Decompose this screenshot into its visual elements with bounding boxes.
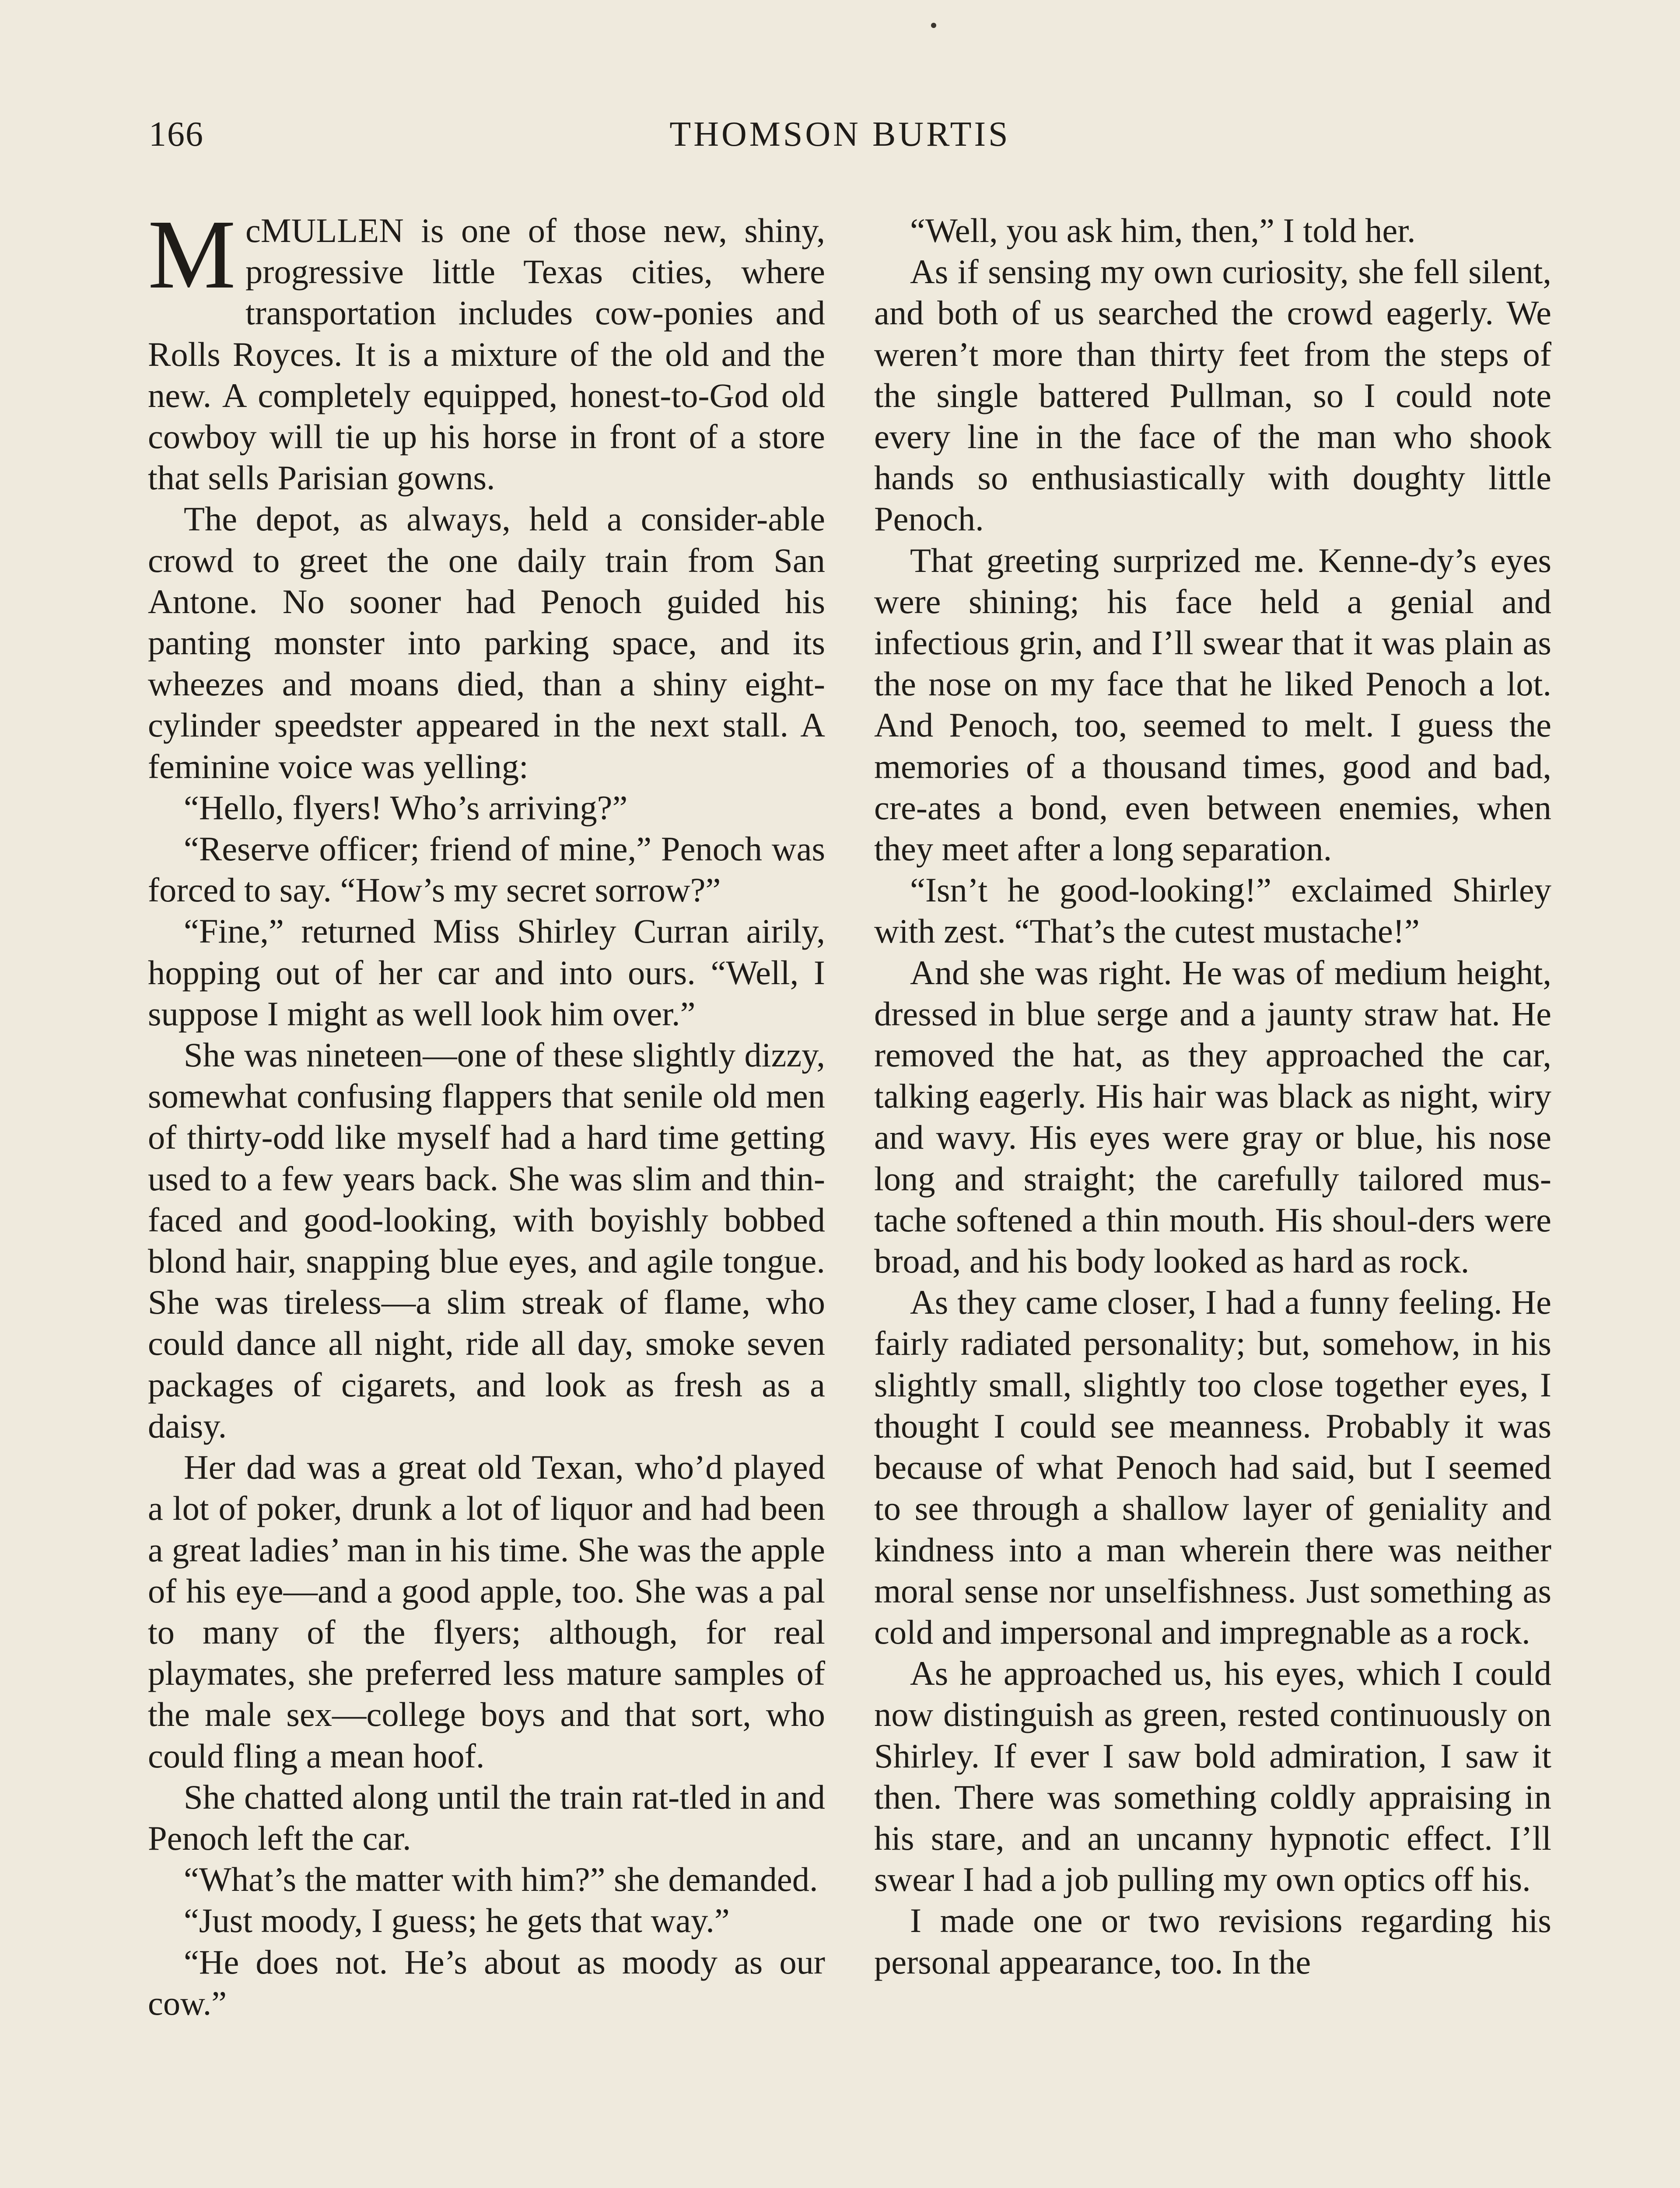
running-head: THOMSON BURTIS	[669, 115, 1011, 154]
drop-cap: M	[148, 200, 236, 309]
paragraph: As he approached us, his eyes, which I could now distinguish as green, rested continuously on Shirley. If ever I saw bold admiration, I saw it then. There was something coldly appraising in his stare, and an uncanny hypnotic effect. I’ll swear I had a job pulling my own optics off his.	[874, 1654, 1551, 1899]
opening-paragraph	[148, 200, 825, 498]
page-number: 166	[149, 115, 204, 154]
paragraph: I made one or two revisions regarding his personal appearance, too. In the	[874, 1901, 1551, 1981]
paragraph: As if sensing my own curiosity, she fell silent, and both of us searched the crowd eagerly. We weren’t more than thirty feet from the steps of the single battered Pullman, so I could note every line in the face of the man who shook hands so enthusiastically with doughty little Penoch.	[874, 252, 1551, 538]
paragraph: “Reserve officer; friend of mine,” Penoch was forced to say. “How’s my secret sorrow?”	[148, 830, 825, 909]
paragraph: “Fine,” returned Miss Shirley Curran airily, hopping out of her car and into ours. “Well, I suppose I might as well look him over.”	[148, 912, 825, 1033]
paragraph: “Just moody, I guess; he gets that way.”	[184, 1901, 730, 1940]
page-speck	[931, 23, 936, 28]
paragraph: That greeting surprized me. Kenne-dy’s eyes were shining; his face held a genial and infectious grin, and I’ll swear that it was plain as the nose on my face that he liked Penoch a lot. And Penoch, too, seemed to melt. I guess the memories of a thousand times, good and bad, cre-ates a bond, even between enemies, when they meet after a long separation.	[874, 541, 1551, 868]
paragraph: “What’s the matter with him?” she demanded.	[184, 1860, 818, 1899]
paragraph: “Hello, flyers! Who’s arriving?”	[184, 788, 628, 827]
left-column	[148, 200, 825, 2024]
paragraph: She chatted along until the train rat-tled in and Penoch left the car.	[148, 1778, 825, 1857]
opening-paragraph-text: cMULLEN is one of those new, shiny, progressive little Texas cities, where transportation includes cow-ponies and Rolls Royces. It is a mixture of the old and the new. A completely equipped, honest-to-God old cowboy will tie up his horse in front of a store that sells Parisian gowns.	[148, 211, 825, 497]
paragraph: As they came closer, I had a funny feeling. He fairly radiated personality; but, somehow, in his slightly small, slightly too close together eyes, I thought I could see meanness. Probably it was because of what Penoch had said, but I seemed to see through a shallow layer of geniality and kindness into a man wherein there was neither moral sense nor unselfishness. Just something as cold and impersonal and impregnable as a rock.	[874, 1283, 1551, 1651]
paragraph: And she was right. He was of medium height, dressed in blue serge and a jaunty straw hat. He removed the hat, as they approached the car, talking eagerly. His hair was black as night, wiry and wavy. His eyes were gray or blue, his nose long and straight; the carefully tailored mus-tache softened a thin mouth. His shoul-ders were broad, and his body looked as hard as rock.	[874, 953, 1551, 1280]
paragraph: The depot, as always, held a consider-able crowd to greet the one daily train from San Antone. No sooner had Penoch guided his panting monster into parking space, and its wheezes and moans died, than a shiny eight-cylinder speedster appeared in the next stall. A feminine voice was yelling:	[148, 500, 825, 785]
paragraph: Her dad was a great old Texan, who’d played a lot of poker, drunk a lot of liquor and had been a great ladies’ man in his time. She was the apple of his eye—and a good apple, too. She was a pal to many of the flyers; although, for real playmates, she preferred less mature samples of the male sex—college boys and that sort, who could fling a mean hoof.	[148, 1448, 825, 1775]
right-column	[874, 210, 1551, 1983]
paragraph: “He does not. He’s about as moody as our cow.”	[148, 1943, 825, 2022]
paragraph: “Well, you ask him, then,” I told her.	[910, 211, 1416, 249]
paragraph: She was nineteen—one of these slightly dizzy, somewhat confusing flappers that senile old men of thirty-odd like myself had a hard time getting used to a few years back. She was slim and thin-faced and good-looking, with boyishly bobbed blond hair, snapping blue eyes, and agile tongue. She was tireless—a slim streak of flame, who could dance all night, ride all day, smoke seven packages of cigarets, and look as fresh as a daisy.	[148, 1036, 825, 1445]
paragraph: “Isn’t he good-looking!” exclaimed Shirley with zest. “That’s the cutest mustache!”	[874, 871, 1551, 950]
